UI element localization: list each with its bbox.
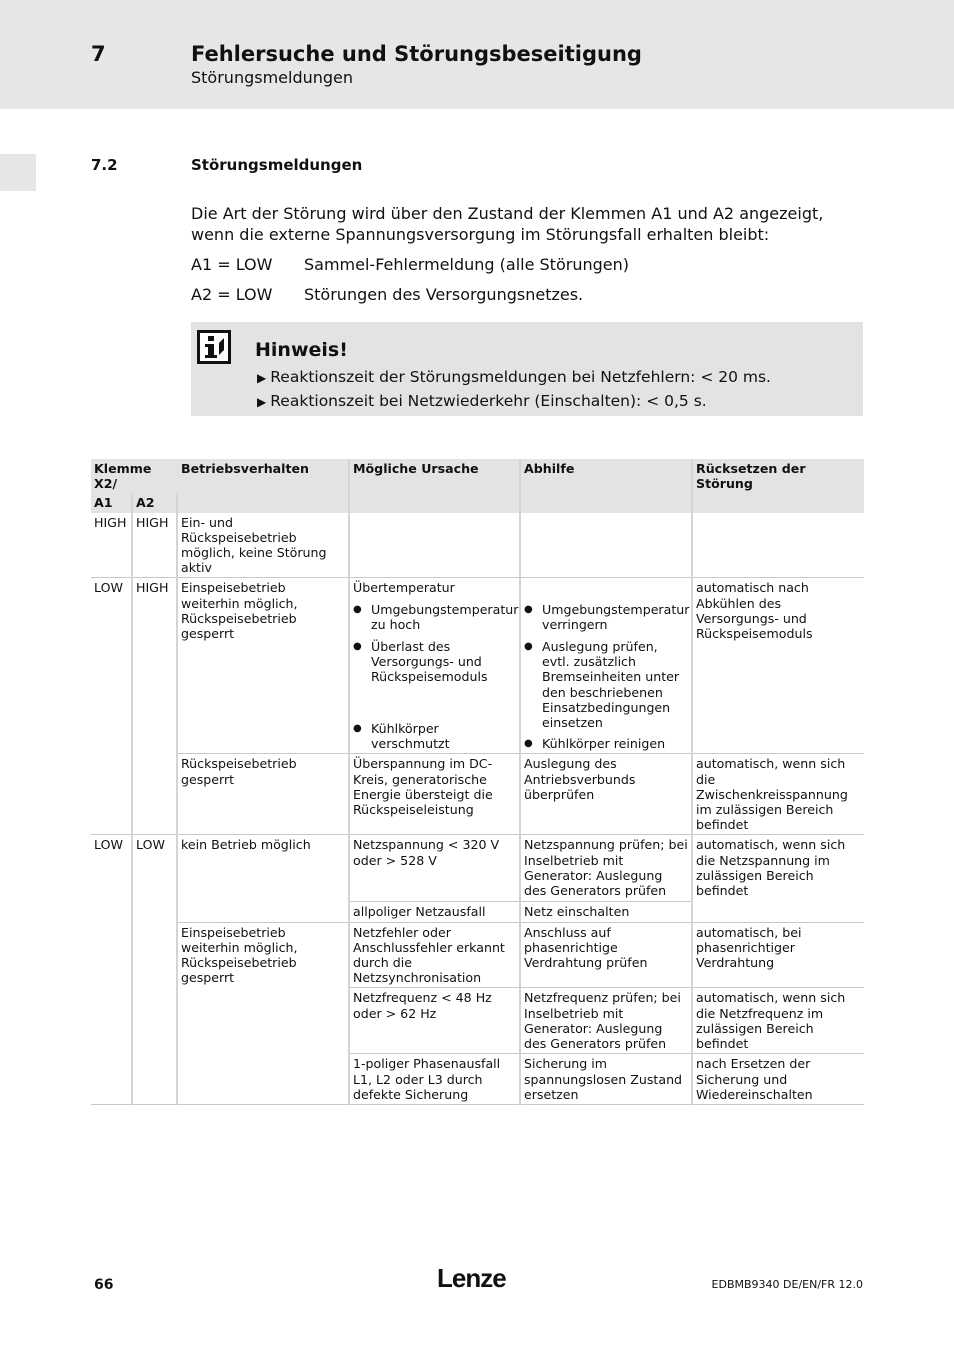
document-reference: EDBMB9340 DE/EN/FR 12.0 xyxy=(711,1278,863,1291)
cause-heading: Übertemperatur xyxy=(353,580,455,596)
table-header-row xyxy=(91,459,864,493)
section-title: Störungsmeldungen xyxy=(191,156,363,174)
definition-key: A1 = LOW xyxy=(191,255,273,274)
cell-ruecksetzen: nach Ersetzen der Sicherung und Wiedereinschalten xyxy=(692,1054,864,1105)
cell-ruecksetzen: automatisch nach Abkühlen des Versorgungs- und Rückspeisemoduls xyxy=(692,578,864,754)
cell-ruecksetzen xyxy=(692,513,864,578)
cell-a1: LOW xyxy=(91,835,132,1104)
cell-abhilfe: Netzspannung prüfen; bei Inselbetrieb mit Generator: Auslegung des Generators prüfen xyxy=(520,835,692,902)
section-number: 7.2 xyxy=(91,156,118,174)
table-row xyxy=(91,922,864,988)
header-a2: A2 xyxy=(132,493,177,512)
cell-betrieb: Einspeisebetrieb weiterhin möglich, Rückspeisebetrieb gesperrt xyxy=(177,578,349,754)
table-row xyxy=(91,513,864,578)
chapter-subtitle: Störungsmeldungen xyxy=(191,68,354,87)
cell-abhilfe: Netzfrequenz prüfen; bei Inselbetrieb mit Generator: Auslegung des Generators prüfen xyxy=(520,988,692,1054)
cell-ursache: Netzfrequenz < 48 Hz oder > 62 Hz xyxy=(349,988,520,1054)
cell-ursache: Netzspannung < 320 V oder > 528 V xyxy=(349,835,520,902)
cell-ursache: 1-poliger Phasenausfall L1, L2 oder L3 durch defekte Sicherung xyxy=(349,1054,520,1105)
side-tab-marker xyxy=(0,154,36,191)
cell-a1: LOW xyxy=(91,578,132,835)
bullet-item: ● Umgebungstemperatur verringern xyxy=(524,602,688,632)
cell-ursache: allpoliger Netzausfall xyxy=(349,902,520,922)
cell-abhilfe: Anschluss auf phasenrichtige Verdrahtung prüfen xyxy=(520,922,692,988)
header-klemme: Klemme X2/ xyxy=(91,459,177,493)
table-row xyxy=(91,578,864,754)
table-row xyxy=(91,754,864,835)
chapter-number: 7 xyxy=(91,42,106,66)
cell-a2: HIGH xyxy=(132,513,177,578)
header-ursache: Mögliche Ursache xyxy=(349,459,520,513)
note-item-text: Reaktionszeit bei Netzwiederkehr (Einschalten): < 0,5 s. xyxy=(270,392,707,410)
cell-ruecksetzen: automatisch, wenn sich die Netzspannung im zulässigen Bereich befindet xyxy=(692,835,864,922)
brand-logo: Lenze xyxy=(437,1263,506,1293)
header-ruecksetzen: Rücksetzen der Störung xyxy=(692,459,864,513)
definition-value: Sammel-Fehlermeldung (alle Störungen) xyxy=(304,255,629,274)
bullet-item: ● Kühlkörper verschmutzt xyxy=(353,721,516,751)
cell-ursache: Netzfehler oder Anschlussfehler erkannt durch die Netzsynchronisation xyxy=(349,922,520,988)
note-item xyxy=(257,392,707,410)
cell-betrieb: Rückspeisebetrieb gesperrt xyxy=(177,754,349,835)
cell-ursache: Überspannung im DC-Kreis, generatorische Energie übersteigt die Rückspeiseleistung xyxy=(349,754,520,835)
bullet-item: ● Umgebungstemperatur zu hoch xyxy=(353,602,516,632)
arrow-right-icon: ▶ xyxy=(257,395,267,409)
bullet-item: ● Auslegung prüfen, evtl. zusätzlich Bremseinheiten unter den beschriebenen Einsatzbedingungen einsetzen xyxy=(524,639,688,730)
intro-paragraph: Die Art der Störung wird über den Zustand der Klemmen A1 und A2 angezeigt, wenn die externe Spannungsversorgung im Störungsfall erhalten bleibt: xyxy=(191,204,824,244)
cell-ruecksetzen: automatisch, wenn sich die Netzfrequenz im zulässigen Bereich befindet xyxy=(692,988,864,1054)
cell-a2: HIGH xyxy=(132,578,177,835)
header-betrieb: Betriebsverhalten xyxy=(177,459,349,513)
cell-betrieb: Einspeisebetrieb weiterhin möglich, Rückspeisebetrieb gesperrt xyxy=(177,922,349,1104)
cell-ursache xyxy=(349,513,520,578)
note-title: Hinweis! xyxy=(255,339,348,361)
bullet-item: ● Kühlkörper reinigen xyxy=(524,736,688,751)
cell-betrieb: Ein- und Rückspeisebetrieb möglich, keine Störung aktiv xyxy=(177,513,349,578)
note-item-text: Reaktionszeit der Störungsmeldungen bei Netzfehlern: < 20 ms. xyxy=(270,368,771,386)
error-table xyxy=(91,459,864,1105)
cell-abhilfe xyxy=(520,578,692,754)
arrow-right-icon: ▶ xyxy=(257,371,267,385)
cell-a1: HIGH xyxy=(91,513,132,578)
bullet-item: ● Überlast des Versorgungs- und Rückspeisemoduls xyxy=(353,639,516,685)
info-icon xyxy=(197,330,231,364)
cell-betrieb: kein Betrieb möglich xyxy=(177,835,349,922)
cell-ursache xyxy=(349,578,520,754)
cell-ruecksetzen: automatisch, wenn sich die Zwischenkreisspannung im zulässigen Bereich befindet xyxy=(692,754,864,835)
note-item xyxy=(257,368,771,386)
cell-abhilfe: Netz einschalten xyxy=(520,902,692,922)
table-row xyxy=(91,835,864,902)
cell-ruecksetzen: automatisch, bei phasenrichtiger Verdrahtung xyxy=(692,922,864,988)
page-number: 66 xyxy=(94,1277,114,1293)
chapter-title: Fehlersuche und Störungsbeseitigung xyxy=(191,42,642,66)
cell-a2: LOW xyxy=(132,835,177,1104)
note-box xyxy=(191,322,863,416)
cell-abhilfe: Sicherung im spannungslosen Zustand ersetzen xyxy=(520,1054,692,1105)
cell-abhilfe: Auslegung des Antriebsverbunds überprüfen xyxy=(520,754,692,835)
header-a1: A1 xyxy=(91,493,132,512)
definition-value: Störungen des Versorgungsnetzes. xyxy=(304,285,584,304)
definition-key: A2 = LOW xyxy=(191,285,273,304)
cell-abhilfe xyxy=(520,513,692,578)
header-abhilfe: Abhilfe xyxy=(520,459,692,513)
